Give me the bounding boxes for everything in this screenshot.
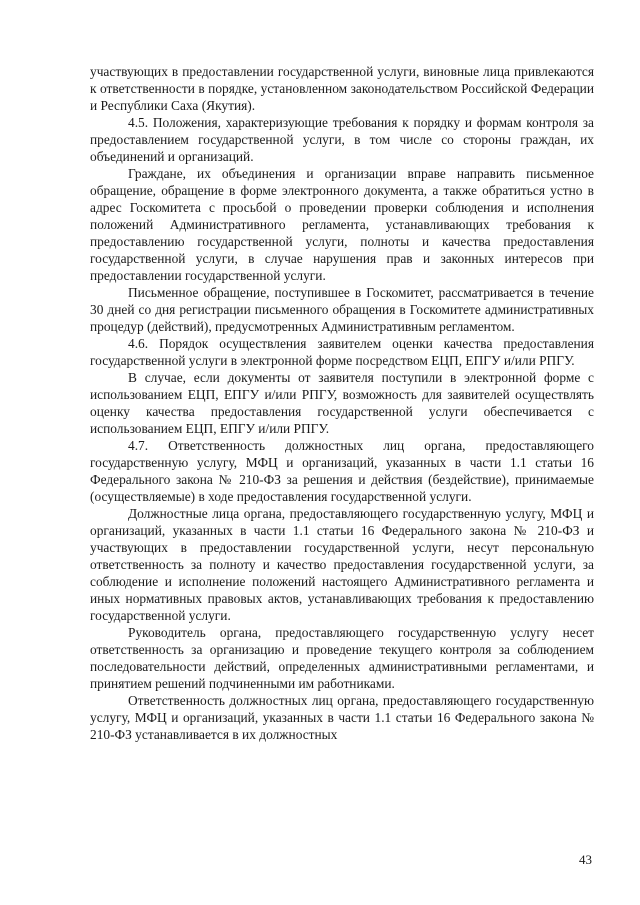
paragraph-9: Руководитель органа, предоставляющего государственную услугу несет ответственность за организацию и проведение текущего контроля за соблюдением последовательности действий, определенных административными регламентами, и принятием решений подчиненными им работниками. [90,625,594,691]
paragraph-6: В случае, если документы от заявителя поступили в электронной форме с использованием ЕЦП, ЕПГУ и/или РПГУ, возможность для заявителей осуществлять оценку качества предоставления государственной услуги обеспечивается с использованием ЕЦП, ЕПГУ и/или РПГУ. [90,370,594,436]
paragraph-5: 4.6. Порядок осуществления заявителем оценки качества предоставления государственной услуги в электронной форме посредством ЕЦП, ЕПГУ и/или РПГУ. [90,336,594,368]
page-body [90,63,594,743]
paragraph-8: Должностные лица органа, предоставляющего государственную услугу, МФЦ и организаций, указанных в части 1.1 статьи 16 Федерального закона № 210-ФЗ и участвующих в предоставлении государственной услуги, несут персональную ответственность за полноту и качество предоставления государственной услуги, за соблюдение и исполнение положений настоящего Административного регламента и иных нормативных правовых актов, устанавливающих требования к предоставлению государственной услуги. [90,506,594,623]
paragraph-2: 4.5. Положения, характеризующие требования к порядку и формам контроля за предоставлением государственной услуги, в том числе со стороны граждан, их объединений и организаций. [90,115,594,164]
paragraph-7: 4.7. Ответственность должностных лиц органа, предоставляющего государственную услугу, МФЦ и организаций, указанных в части 1.1 статьи 16 Федерального закона № 210-ФЗ за решения и действия (бездействие), принимаемые (осуществляемые) в ходе предоставления государственной услуги. [90,438,594,504]
paragraph-10: Ответственность должностных лиц органа, предоставляющего государственную услугу, МФЦ и организаций, указанных в части 1.1 статьи 16 Федерального закона № 210-ФЗ устанавливается в их должностных [90,693,594,742]
paragraph-1: участвующих в предоставлении государственной услуги, виновные лица привлекаются к ответственности в порядке, установленном законодательством Российской Федерации и Республики Саха (Якутия). [90,64,594,113]
paragraph-4: Письменное обращение, поступившее в Госкомитет, рассматривается в течение 30 дней со дня регистрации письменного обращения в Госкомитете административных процедур (действий), предусмотренных Административным регламентом. [90,285,594,334]
page-number: 43 [579,852,592,867]
paragraph-3: Граждане, их объединения и организации вправе направить письменное обращение, обращение в форме электронного документа, а также обратиться устно в адрес Госкомитета с просьбой о проведении проверки соблюдения и исполнения положений Административного регламента, устанавливающих требования к предоставлению государственной услуги, полноты и качества предоставления государственной услуги, в случае нарушения прав и законных интересов при предоставлении государственной услуги. [90,166,594,283]
